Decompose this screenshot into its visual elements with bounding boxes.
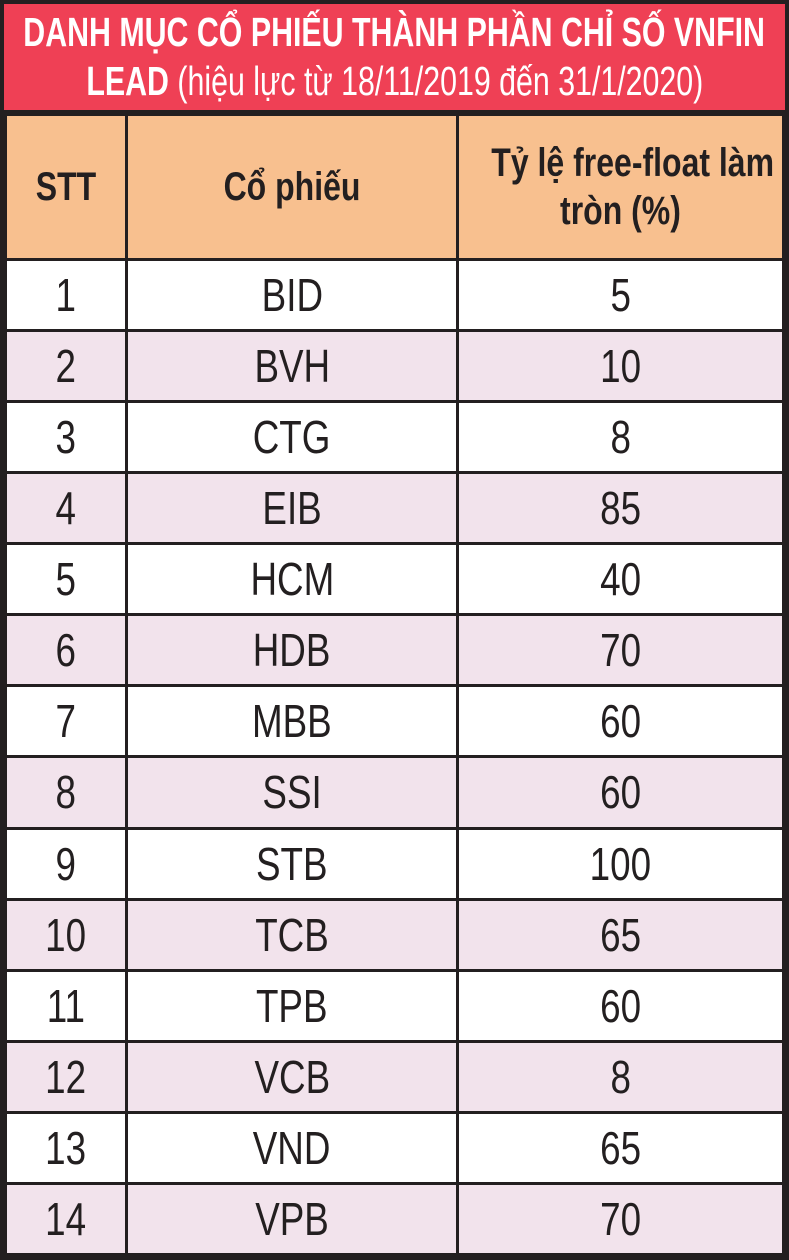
row-eib bbox=[6, 473, 784, 544]
ticker-cell: VND bbox=[127, 1112, 458, 1183]
stt-cell: 7 bbox=[6, 686, 127, 757]
stt-cell: 1 bbox=[6, 260, 127, 331]
col-header-stt bbox=[6, 115, 127, 260]
ratio-cell: 10 bbox=[458, 331, 784, 402]
ratio-cell: 60 bbox=[458, 686, 784, 757]
col-header-ratio-label-line1: Tỷ lệ free-float làm bbox=[491, 141, 775, 185]
ratio-cell: 100 bbox=[458, 828, 784, 899]
stt-cell: 13 bbox=[6, 1112, 127, 1183]
banner-title-line2 bbox=[0, 57, 789, 106]
table-title-banner bbox=[4, 4, 785, 113]
stt-cell: 5 bbox=[6, 544, 127, 615]
row-hcm bbox=[6, 544, 784, 615]
ratio-cell: 8 bbox=[458, 1041, 784, 1112]
col-header-ticker bbox=[127, 115, 458, 260]
ticker-cell: EIB bbox=[127, 473, 458, 544]
ticker-cell: VCB bbox=[127, 1041, 458, 1112]
col-header-ticker-label: Cổ phiếu bbox=[223, 165, 361, 209]
stt-cell: 3 bbox=[6, 402, 127, 473]
ticker-cell: VPB bbox=[127, 1183, 458, 1254]
row-bid bbox=[6, 260, 784, 331]
ticker-cell: MBB bbox=[127, 686, 458, 757]
stt-cell: 11 bbox=[6, 970, 127, 1041]
ratio-cell: 85 bbox=[458, 473, 784, 544]
header-row bbox=[6, 115, 784, 260]
ticker-cell: HCM bbox=[127, 544, 458, 615]
row-vpb bbox=[6, 1183, 784, 1254]
ratio-cell: 70 bbox=[458, 615, 784, 686]
ratio-cell: 70 bbox=[458, 1183, 784, 1254]
ticker-cell: SSI bbox=[127, 757, 458, 828]
ticker-cell: BID bbox=[127, 260, 458, 331]
row-bvh bbox=[6, 331, 784, 402]
row-ctg bbox=[6, 402, 784, 473]
ratio-cell: 40 bbox=[458, 544, 784, 615]
row-vcb bbox=[6, 1041, 784, 1112]
row-hdb bbox=[6, 615, 784, 686]
ticker-cell: TPB bbox=[127, 970, 458, 1041]
stt-cell: 9 bbox=[6, 828, 127, 899]
col-header-ratio-label-line2: tròn (%) bbox=[560, 189, 681, 233]
ratio-cell: 65 bbox=[458, 899, 784, 970]
ticker-cell: CTG bbox=[127, 402, 458, 473]
stt-cell: 6 bbox=[6, 615, 127, 686]
stt-cell: 4 bbox=[6, 473, 127, 544]
banner-title-lead: LEAD bbox=[86, 58, 169, 104]
ticker-cell: BVH bbox=[127, 331, 458, 402]
ratio-cell: 8 bbox=[458, 402, 784, 473]
banner-title-line1 bbox=[0, 8, 789, 57]
ratio-cell: 60 bbox=[458, 970, 784, 1041]
col-header-ratio bbox=[458, 115, 784, 260]
row-stb bbox=[6, 828, 784, 899]
stt-cell: 12 bbox=[6, 1041, 127, 1112]
row-tcb bbox=[6, 899, 784, 970]
row-tpb bbox=[6, 970, 784, 1041]
stt-cell: 8 bbox=[6, 757, 127, 828]
banner-title-line2-text bbox=[86, 57, 703, 106]
banner-effective-dates: (hiệu lực từ 18/11/2019 đến 31/1/2020) bbox=[177, 58, 703, 104]
stt-cell: 14 bbox=[6, 1183, 127, 1254]
stt-cell: 10 bbox=[6, 899, 127, 970]
banner-title-line1-text: DANH MỤC CỔ PHIẾU THÀNH PHẦN CHỈ SỐ VNFIN bbox=[23, 9, 766, 55]
stt-cell: 2 bbox=[6, 331, 127, 402]
ratio-cell: 5 bbox=[458, 260, 784, 331]
freefloat-table bbox=[4, 113, 785, 1256]
ratio-cell: 60 bbox=[458, 757, 784, 828]
row-ssi bbox=[6, 757, 784, 828]
ratio-cell: 65 bbox=[458, 1112, 784, 1183]
ticker-cell: HDB bbox=[127, 615, 458, 686]
row-mbb bbox=[6, 686, 784, 757]
ticker-cell: TCB bbox=[127, 899, 458, 970]
col-header-stt-label: STT bbox=[35, 165, 97, 209]
ticker-cell: STB bbox=[127, 828, 458, 899]
row-vnd bbox=[6, 1112, 784, 1183]
